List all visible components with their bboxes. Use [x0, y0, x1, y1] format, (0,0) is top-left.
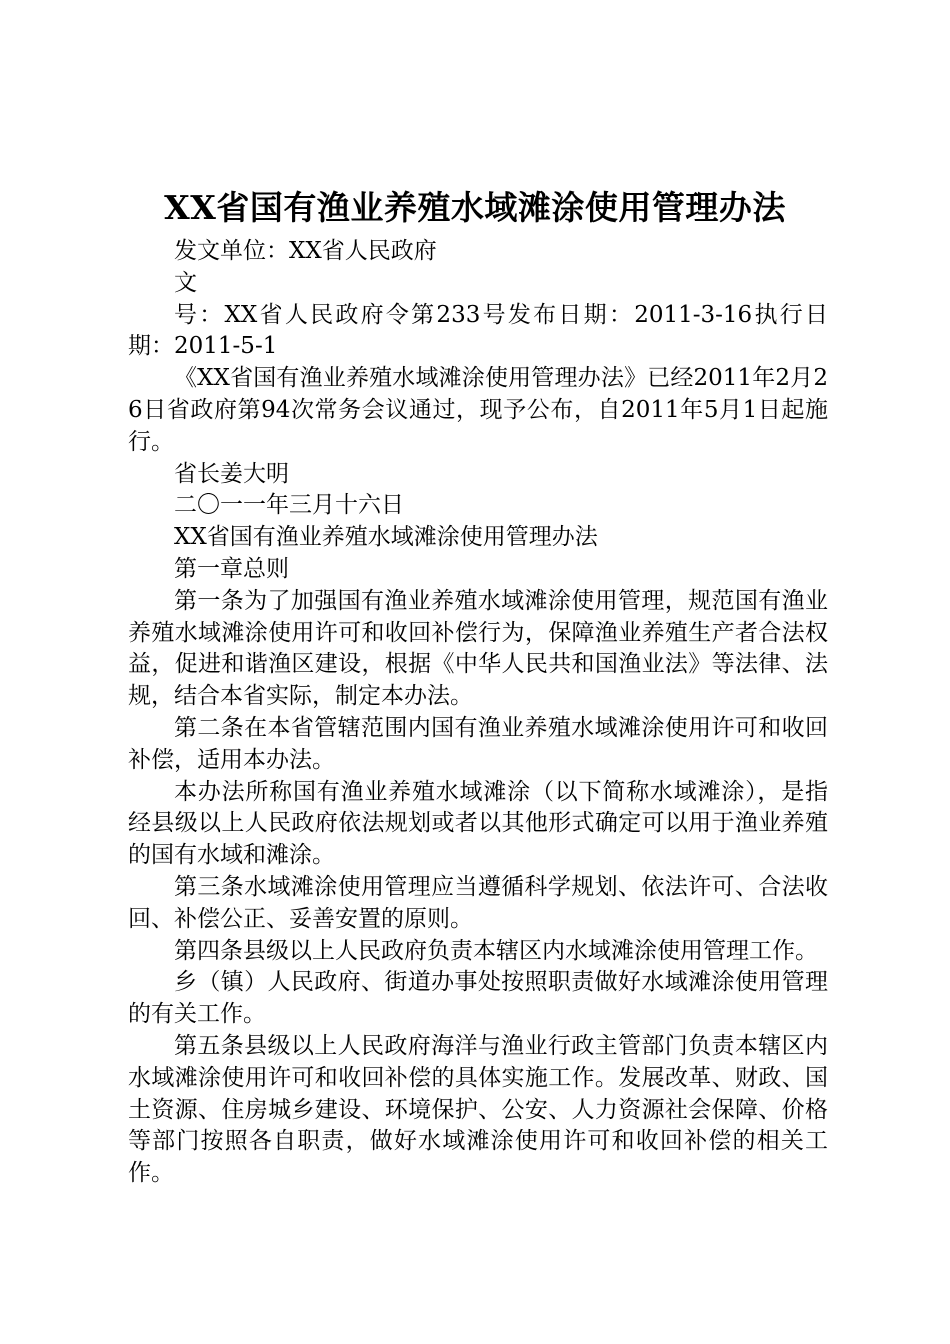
article-3: 第三条水域滩涂使用管理应当遵循科学规划、依法许可、合法收回、补偿公正、妥善安置的原则。	[128, 873, 828, 932]
signing-date: 二〇一一年三月十六日	[174, 492, 404, 519]
document-title: XX省国有渔业养殖水域滩涂使用管理办法	[164, 188, 786, 227]
article-4: 第四条县级以上人民政府负责本辖区内水域滩涂使用管理工作。	[174, 937, 818, 964]
doc-number-and-dates: 号：XX省人民政府令第233号发布日期：2011-3-16执行日期：2011-5-1	[128, 301, 828, 360]
chapter-heading: 第一章总则	[174, 555, 289, 582]
article-4-township: 乡（镇）人民政府、街道办事处按照职责做好水域滩涂使用管理的有关工作。	[128, 969, 828, 1028]
article-5: 第五条县级以上人民政府海洋与渔业行政主管部门负责本辖区内水域滩涂使用许可和收回补偿的具体实施工作。发展改革、财政、国土资源、住房城乡建设、环境保护、公安、人力资源社会保障、价格等部门按照各自职责，做好水域滩涂使用许可和收回补偿的相关工作。	[128, 1032, 828, 1187]
promulgation-notice: 《XX省国有渔业养殖水域滩涂使用管理办法》已经2011年2月26日省政府第94次常务会议通过，现予公布，自2011年5月1日起施行。	[128, 365, 828, 455]
article-1: 第一条为了加强国有渔业养殖水域滩涂使用管理，规范国有渔业养殖水域滩涂使用许可和收回补偿行为，保障渔业养殖生产者合法权益，促进和谐渔区建设，根据《中华人民共和国渔业法》等法律、法规，结合本省实际，制定本办法。	[128, 587, 828, 710]
article-2-definition: 本办法所称国有渔业养殖水域滩涂（以下简称水域滩涂），是指经县级以上人民政府依法规划或者以其他形式确定可以用于渔业养殖的国有水域和滩涂。	[128, 778, 828, 869]
doc-number-label: 文	[174, 269, 197, 296]
regulation-title: XX省国有渔业养殖水域滩涂使用管理办法	[174, 524, 598, 551]
issuer-line: 发文单位：XX省人民政府	[174, 238, 437, 264]
document-body	[128, 236, 828, 1190]
article-2: 第二条在本省管辖范围内国有渔业养殖水域滩涂使用许可和收回补偿，适用本办法。	[128, 714, 828, 773]
signatory: 省长姜大明	[174, 460, 289, 487]
